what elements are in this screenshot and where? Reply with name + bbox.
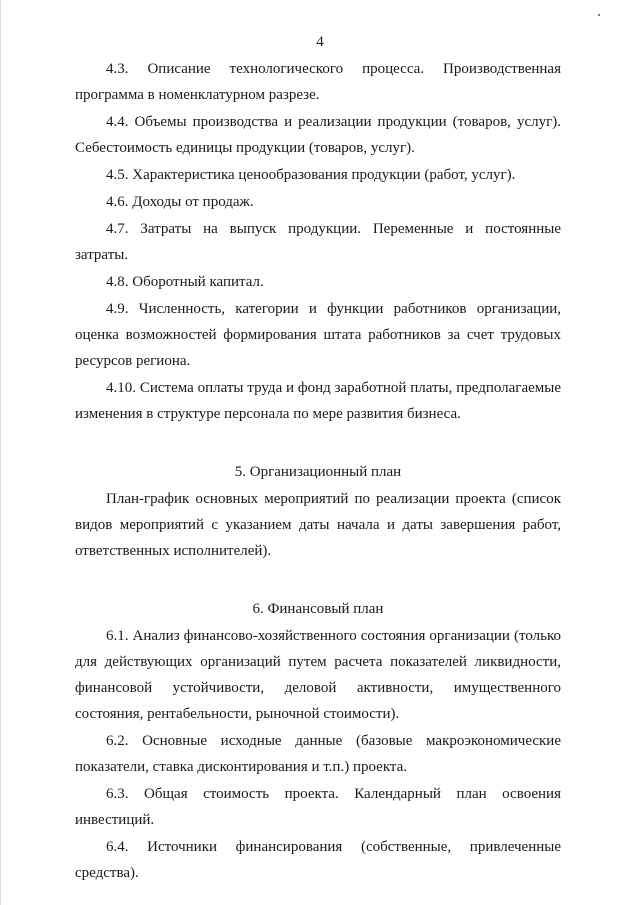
paragraph-6-3: 6.3. Общая стоимость проекта. Календарный план освоения инвестиций. — [75, 786, 561, 828]
paragraph-6-1: 6.1. Анализ финансово-хозяйственного состояния организации (только для действующих организаций путем расчета показателей ликвидности, финансовой устойчивости, деловой активности, имущественного состояния, рентабельности, рыночной стоимости). — [75, 628, 561, 722]
section-6-heading: 6. Финансовый план — [252, 601, 384, 617]
page-number: 4 — [316, 34, 324, 50]
scan-edge — [0, 0, 1, 905]
paragraph-6-2: 6.2. Основные исходные данные (базовые макроэкономические показатели, ставка дисконтирования и т.п.) проекта. — [75, 733, 561, 775]
paragraph-6-4: 6.4. Источники финансирования (собственные, привлеченные средства). — [75, 839, 561, 881]
paragraph-4-10: 4.10. Система оплаты труда и фонд заработной платы, предполагаемые изменения в структуре персонала по мере развития бизнеса. — [75, 380, 561, 422]
section-gap — [75, 427, 561, 459]
scan-speck — [598, 14, 600, 16]
paragraph-4-4: 4.4. Объемы производства и реализации продукции (товаров, услуг). Себестоимость единицы продукции (товаров, услуг). — [75, 114, 561, 156]
section-5-heading: 5. Организационный план — [234, 464, 402, 480]
paragraph-4-8: 4.8. Оборотный капитал. — [106, 274, 264, 290]
paragraph-4-6: 4.6. Доходы от продаж. — [106, 194, 254, 210]
document-body — [75, 56, 561, 886]
paragraph-4-5: 4.5. Характеристика ценообразования продукции (работ, услуг). — [106, 167, 516, 183]
paragraph-4-3: 4.3. Описание технологического процесса. Производственная программа в номенклатурном разрезе. — [75, 61, 561, 103]
paragraph-4-9: 4.9. Численность, категории и функции работников организации, оценка возможностей формирования штата работников за счет трудовых ресурсов региона. — [75, 301, 561, 369]
section-gap — [75, 564, 561, 596]
paragraph-4-7: 4.7. Затраты на выпуск продукции. Переменные и постоянные затраты. — [75, 221, 561, 263]
paragraph-5-1: План-график основных мероприятий по реализации проекта (список видов мероприятий с указанием даты начала и даты завершения работ, ответственных исполнителей). — [75, 491, 561, 559]
